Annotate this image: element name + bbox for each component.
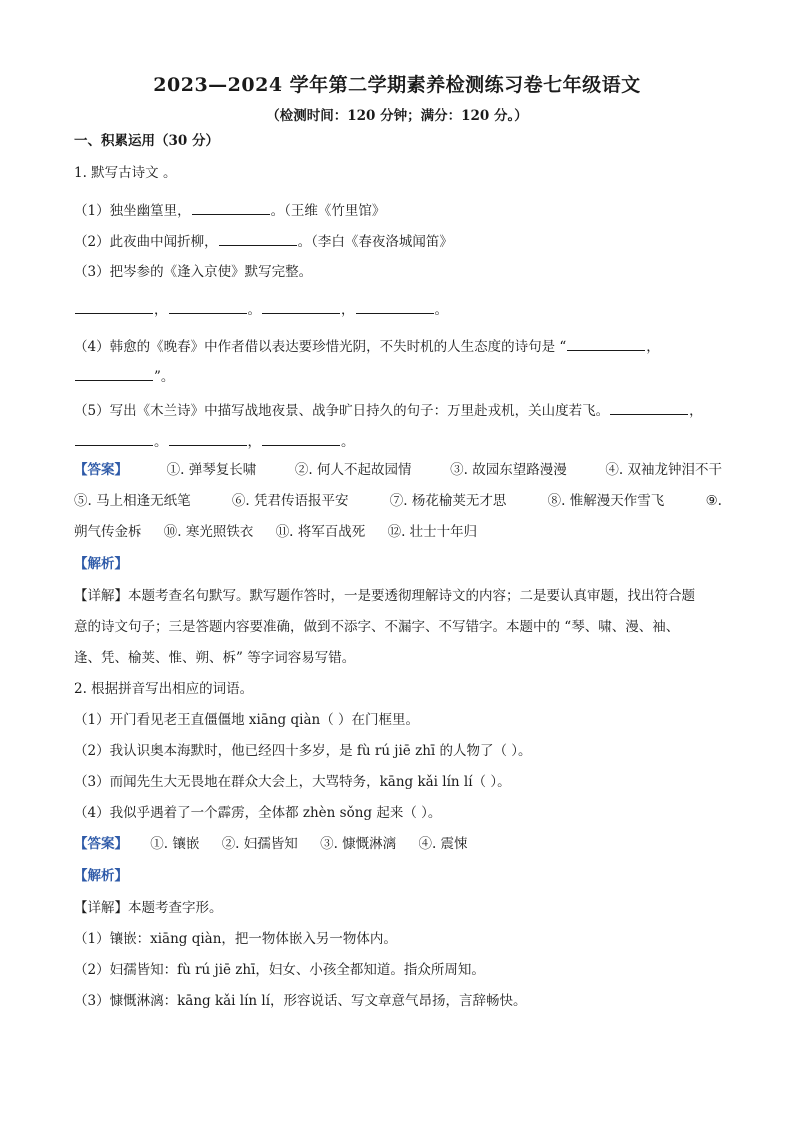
answer-item: ③. 故园东望路漫漫	[450, 462, 567, 478]
answer-blank	[169, 299, 247, 314]
question-1-answers-row-3	[74, 522, 734, 542]
detail-text: 逢、凭、榆荚、惟、朔、柝” 等字词容易写错。	[74, 650, 356, 666]
answer-blank	[356, 299, 434, 314]
question-2-item: （2）我认识奥本海默时，他已经四十多岁，是 fù rú jiē zhī 的人物了（ ）。	[74, 743, 532, 759]
page-title: 2023—2024 学年第二学期素养检测练习卷七年级语文	[153, 74, 641, 96]
answer-blank	[567, 336, 645, 351]
answer-blank	[75, 366, 153, 381]
question-1-answers-row-1	[74, 460, 734, 480]
answer-item: ⑤. 马上相逢无纸笔	[74, 493, 191, 509]
answer-blank	[75, 299, 153, 314]
question-2-item: （4）我似乎遇着了一个霹雳，全体都 zhèn sǒng 起来（ ）。	[74, 805, 442, 821]
answer-blank	[192, 200, 270, 215]
detail-text: 【详解】本题考查字形。	[74, 900, 223, 916]
answer-blank	[75, 431, 153, 446]
question-1-part-4-cont: ”。	[74, 366, 734, 387]
answer-item: ②. 何人不起故园情	[294, 462, 412, 478]
detail-text: 意的诗文句子；三是答题内容要准确，做到不添字、不漏字、不写错字。本题中的 “琴、啸、漫、袖、	[74, 619, 680, 635]
answer-item: ③. 慷慨淋漓	[320, 836, 397, 852]
answer-blank	[169, 431, 247, 446]
answer-item: ⑧. 惟解漫天作雪飞	[547, 493, 665, 509]
page-subtitle: （检测时间：120 分钟；满分：120 分。）	[266, 108, 528, 124]
question-1-stem: 1. 默写古诗文 。	[74, 165, 177, 181]
answer-blank	[262, 431, 340, 446]
answer-item: ②. 妇孺皆知	[221, 836, 298, 852]
answer-item: 朔气传金柝	[74, 524, 142, 540]
detail-text: （3）慷慨淋漓：kāng kǎi lín lí，形容说话、写文章意气昂扬，言辞畅快。	[74, 993, 527, 1009]
answer-item: ⑥. 凭君传语报平安	[231, 493, 349, 509]
answer-item: ⑪. 将军百战死	[275, 524, 366, 540]
answer-item: ⑨.	[705, 493, 722, 509]
question-1-part-3: （3）把岑参的《逢入京使》默写完整。	[74, 264, 313, 280]
answer-item: ⑦. 杨花榆荚无才思	[389, 493, 507, 509]
question-1-part-5-cont: 。 ， 。	[74, 431, 734, 452]
answer-item: ④. 双袖龙钟泪不干	[605, 462, 722, 478]
answer-blank	[262, 299, 340, 314]
question-2-item: （3）而闻先生大无畏地在群众大会上，大骂特务，kāng kǎi lín lí（ ）。	[74, 774, 511, 790]
analysis-label: 【解析】	[74, 556, 128, 572]
analysis-label: 【解析】	[74, 868, 128, 884]
answer-blank	[219, 231, 297, 246]
detail-text: （2）妇孺皆知：fù rú jiē zhī，妇女、小孩全都知道。指众所周知。	[74, 962, 485, 978]
question-1-part-3-blanks: ， 。 ， 。	[74, 299, 734, 320]
detail-text: 【详解】本题考查名句默写。默写题作答时，一是要透彻理解诗文的内容；二是要认真审题，找出符合题	[74, 588, 695, 604]
question-2-item: （1）开门看见老王直僵僵地 xiāng qiàn（ ）在门框里。	[74, 712, 419, 728]
question-1-part-1: （1）独坐幽篁里， 。（王维《竹里馆》	[74, 200, 734, 221]
answer-blank	[610, 400, 688, 415]
question-1-part-5: （5）写出《木兰诗》中描写战地夜景、战争旷日持久的句子：万里赴戎机，关山度若飞。 ，	[74, 400, 734, 421]
answer-item: ⑩. 寒光照铁衣	[163, 524, 254, 540]
answer-label: 【答案】	[74, 836, 128, 852]
answer-item: ①. 镶嵌	[150, 836, 200, 852]
answer-item: ⑫. 壮士十年归	[387, 524, 478, 540]
question-1-part-2: （2）此夜曲中闻折柳， 。（李白《春夜洛城闻笛》	[74, 231, 734, 252]
question-2-answers	[74, 834, 734, 854]
section-heading: 一、积累运用（30 分）	[74, 133, 219, 149]
answer-label: 【答案】	[74, 462, 128, 478]
answer-item: ④. 震悚	[418, 836, 468, 852]
question-1-answers-row-2	[74, 491, 734, 511]
question-2-stem: 2. 根据拼音写出相应的词语。	[74, 681, 254, 697]
detail-text: （1）镶嵌：xiāng qiàn，把一物体嵌入另一物体内。	[74, 931, 397, 947]
question-1-part-4: （4）韩愈的《晚春》中作者借以表达要珍惜光阴，不失时机的人生态度的诗句是 “ ，	[74, 336, 734, 357]
answer-item: ①. 弹琴复长啸	[166, 462, 257, 478]
